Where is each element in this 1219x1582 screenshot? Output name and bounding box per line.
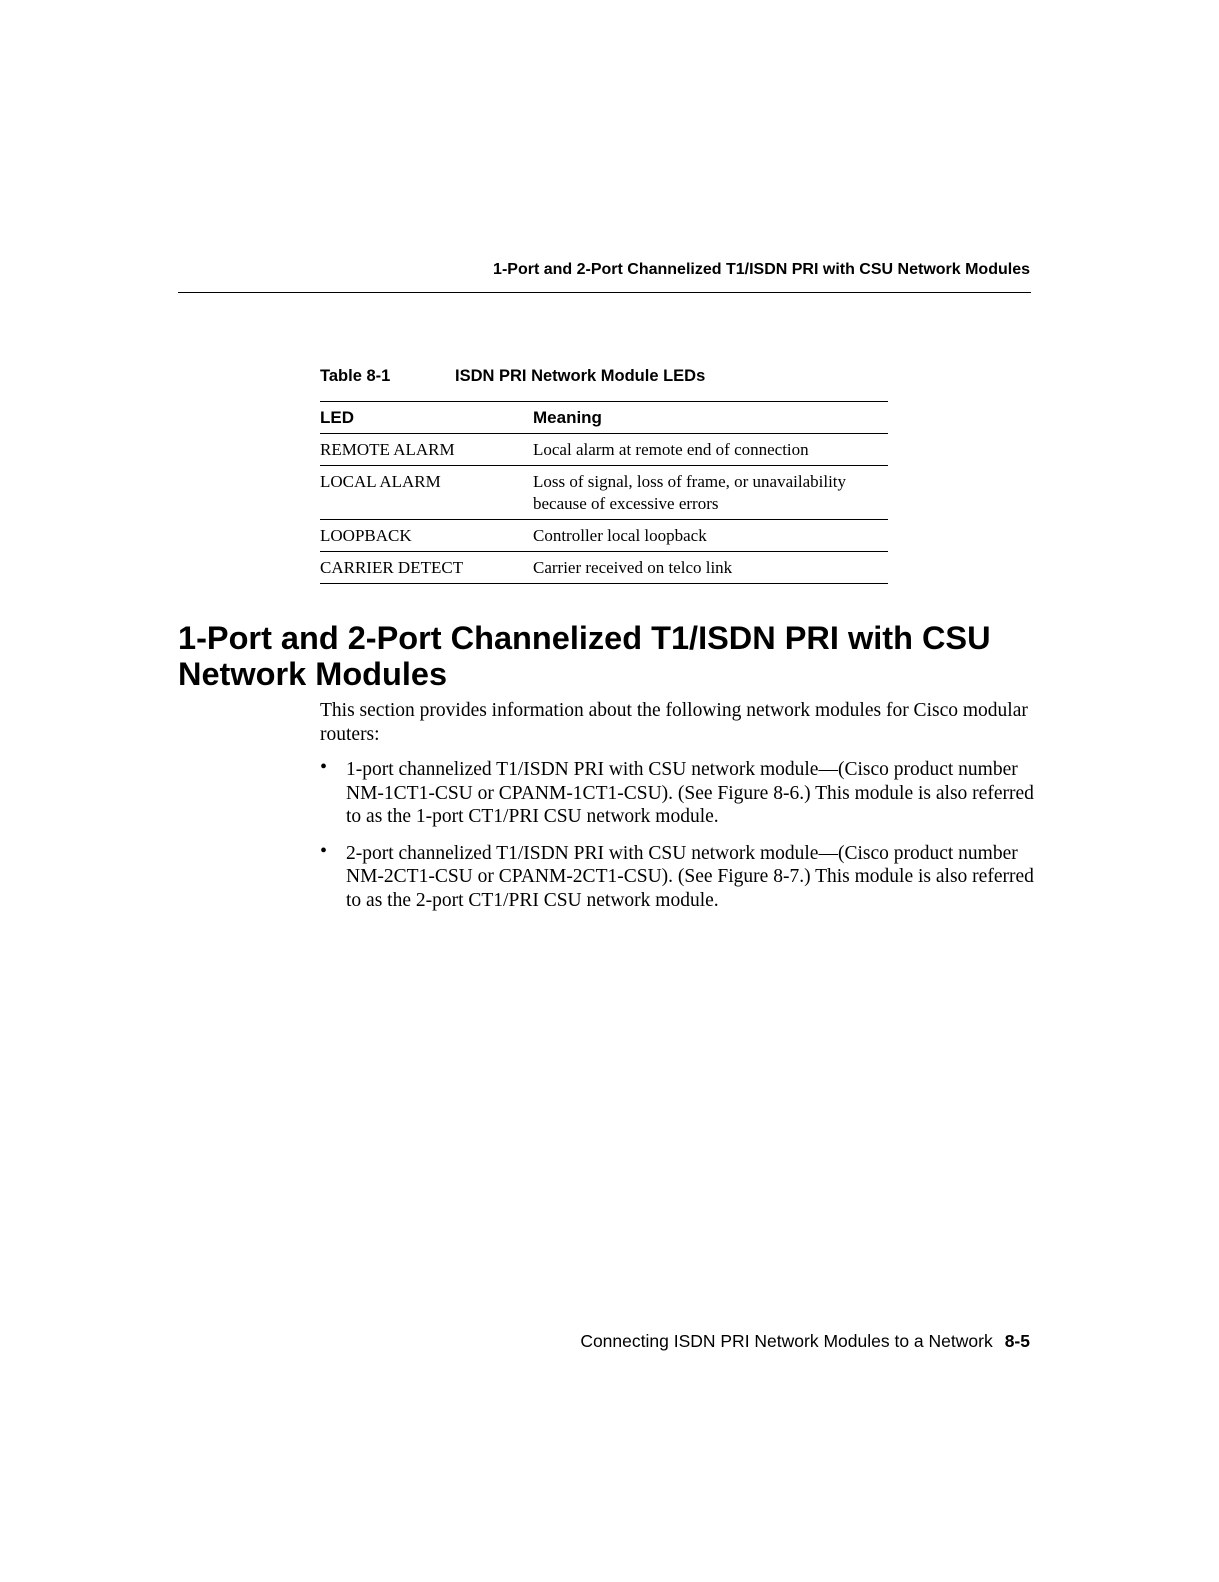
list-item-text: 1-port channelized T1/ISDN PRI with CSU network module—(Cisco product number NM-1CT1-CSU or CPANM-1CT1-CSU). (See Figure 8-6.) This module is also referred to as the 1-port CT1/PRI CSU network module. [346,759,1034,827]
page-number: 8-5 [1004,1331,1030,1351]
led-meaning-cell: Local alarm at remote end of connection [533,434,888,466]
module-list [320,758,1040,925]
table-row [320,434,888,466]
page-footer [580,1331,1030,1352]
led-meaning-cell: Loss of signal, loss of frame, or unavailability because of excessive errors [533,466,888,520]
table-row [320,552,888,584]
led-meaning-cell: Carrier received on telco link [533,552,888,584]
table-caption [320,367,705,386]
table-row [320,466,888,520]
led-table [320,401,888,584]
led-name-cell: CARRIER DETECT [320,552,533,584]
led-name-cell: REMOTE ALARM [320,434,533,466]
list-item [320,758,1040,829]
column-header-led: LED [320,402,533,434]
led-meaning-cell: Controller local loopback [533,520,888,552]
list-item-text: 2-port channelized T1/ISDN PRI with CSU network module—(Cisco product number NM-2CT1-CSU or CPANM-2CT1-CSU). (See Figure 8-7.) This module is also referred to as the 2-port CT1/PRI CSU network module. [346,842,1034,911]
bullet-icon: • [320,839,328,862]
bullet-icon: • [320,756,328,778]
section-intro: This section provides information about the following network modules for Cisco modular routers: [320,700,1028,745]
table-row [320,520,888,552]
table-caption-number: Table 8-1 [320,367,391,385]
column-header-meaning: Meaning [533,402,888,434]
running-header: 1-Port and 2-Port Channelized T1/ISDN PRI with CSU Network Modules [493,261,1030,278]
led-name-cell: LOCAL ALARM [320,466,533,520]
led-name-cell: LOOPBACK [320,520,533,552]
list-item [320,839,1040,913]
table-header-row [320,402,888,434]
section-title: 1-Port and 2-Port Channelized T1/ISDN PRI with CSU Network Modules [178,620,991,692]
header-rule [178,292,1031,293]
footer-title: Connecting ISDN PRI Network Modules to a Network [580,1331,993,1351]
table-caption-title: ISDN PRI Network Module LEDs [455,367,706,385]
